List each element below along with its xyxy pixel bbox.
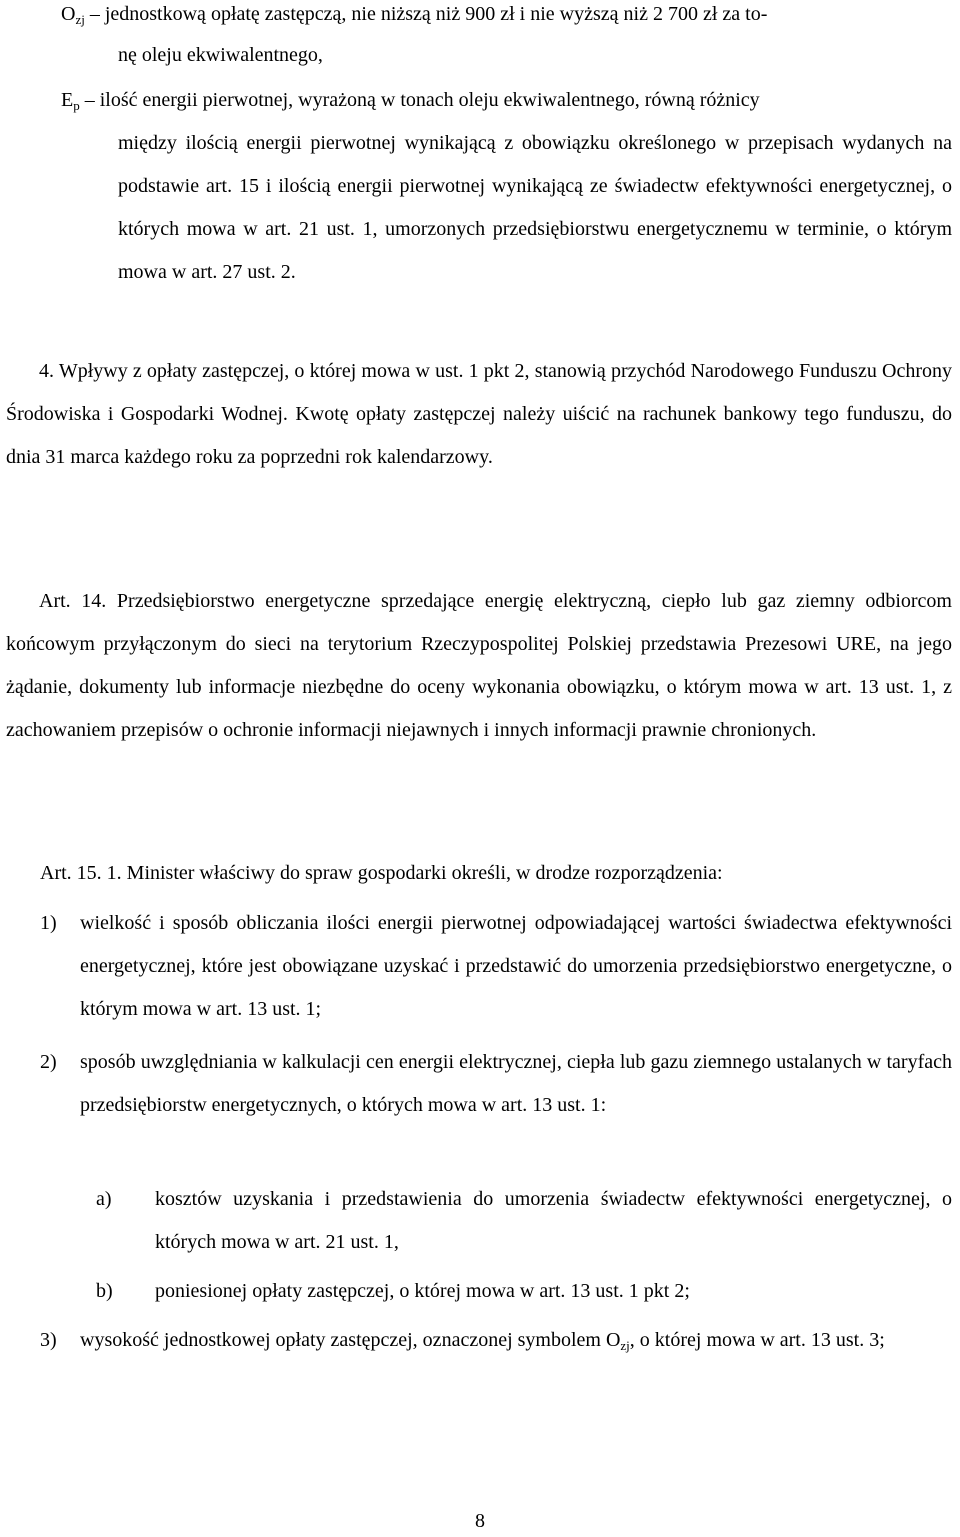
definition-ep-text: – ilość energii pierwotnej, wyrażoną w tonach oleju ekwiwalentnego, równą różnicy [84, 89, 760, 111]
symbol-ozj: $O_{zj}$ [61, 3, 85, 27]
subitem-a-text: kosztów uzyskania i przedstawienia do umorzenia świadectw efektywności energetycznej, o których mowa w art. 21 ust. 1, [155, 1188, 952, 1253]
item-1-text: wielkość i sposób obliczania ilości energii pierwotnej odpowiadającej wartości świadectwa efektywności energetycznej, które jest obowiązane uzyskać i przedstawić do umorzenia przedsiębiorstwo energetyczne, o którym mowa w art. 13 ust. 1; [80, 912, 952, 1020]
item-1-label: 1) [40, 912, 57, 934]
article-14: Art. 14. Przedsiębiorstwo energetyczne sprzedające energię elektryczną, ciepło lub gaz ziemny odbiorcom końcowym przyłączonym do sieci na terytorium Rzeczypospolitej Polskiej przedstawia Prezesowi URE, na jego żądanie, dokumenty lub informacje niezbędne do oceny wykonania obowiązku, o którym mowa w art. 13 ust. 1, z zachowaniem przepisów o ochronie informacji niejawnych i innych informacji prawnie chronionych. [6, 590, 952, 741]
subitem-b-label: b) [96, 1280, 113, 1302]
definition-ozj-text: – jednostkową opłatę zastępczą, nie niższą niż 900 zł i nie wyższą niż 2 700 zł za to- [89, 3, 768, 25]
definition-ozj-line1 [61, 0, 951, 36]
subitem-b-text: poniesionej opłaty zastępczej, o której mowa w art. 13 ust. 1 pkt 2; [155, 1280, 690, 1302]
subitem-a-label: a) [96, 1188, 112, 1210]
symbol-ep: $E_p$ [61, 89, 80, 113]
article-15-intro: Art. 15. 1. Minister właściwy do spraw gospodarki określi, w drodze rozporządzenia: [40, 862, 723, 884]
definition-ozj-continuation: nę oleju ekwiwalentnego, [118, 44, 323, 66]
definition-ep-line1 [61, 79, 951, 122]
item-2-label: 2) [40, 1051, 57, 1073]
item-3-label: 3) [40, 1329, 57, 1351]
item-2-text: sposób uwzględniania w kalkulacji cen energii elektrycznej, ciepła lub gazu ziemnego ustalanych w taryfach przedsiębiorstw energetycznych, o których mowa w art. 13 ust. 1: [80, 1051, 952, 1116]
paragraph-4: 4. Wpływy z opłaty zastępczej, o której mowa w ust. 1 pkt 2, stanowią przychód Narodowego Funduszu Ochrony Środowiska i Gospodarki Wodnej. Kwotę opłaty zastępczej należy uiścić na rachunek bankowy tego funduszu, do dnia 31 marca każdego roku za poprzedni rok kalendarzowy. [6, 360, 952, 468]
page-number: 8 [475, 1510, 485, 1532]
item-3-text: wysokość jednostkowej opłaty zastępczej, oznaczonej symbolem $O_{zj}$, o której mowa w art. 13 ust. 3; [80, 1329, 885, 1353]
definition-ep-continuation: między ilością energii pierwotnej wynikającą z obowiązku określonego w przepisach wydanych na podstawie art. 15 i ilością energii pierwotnej wynikającą ze świadectw efektywności energetycznej, o których mowa w art. 21 ust. 1, umorzonych przedsiębiorstwu energetycznemu w terminie, o którym mowa w art. 27 ust. 2. [118, 132, 952, 283]
